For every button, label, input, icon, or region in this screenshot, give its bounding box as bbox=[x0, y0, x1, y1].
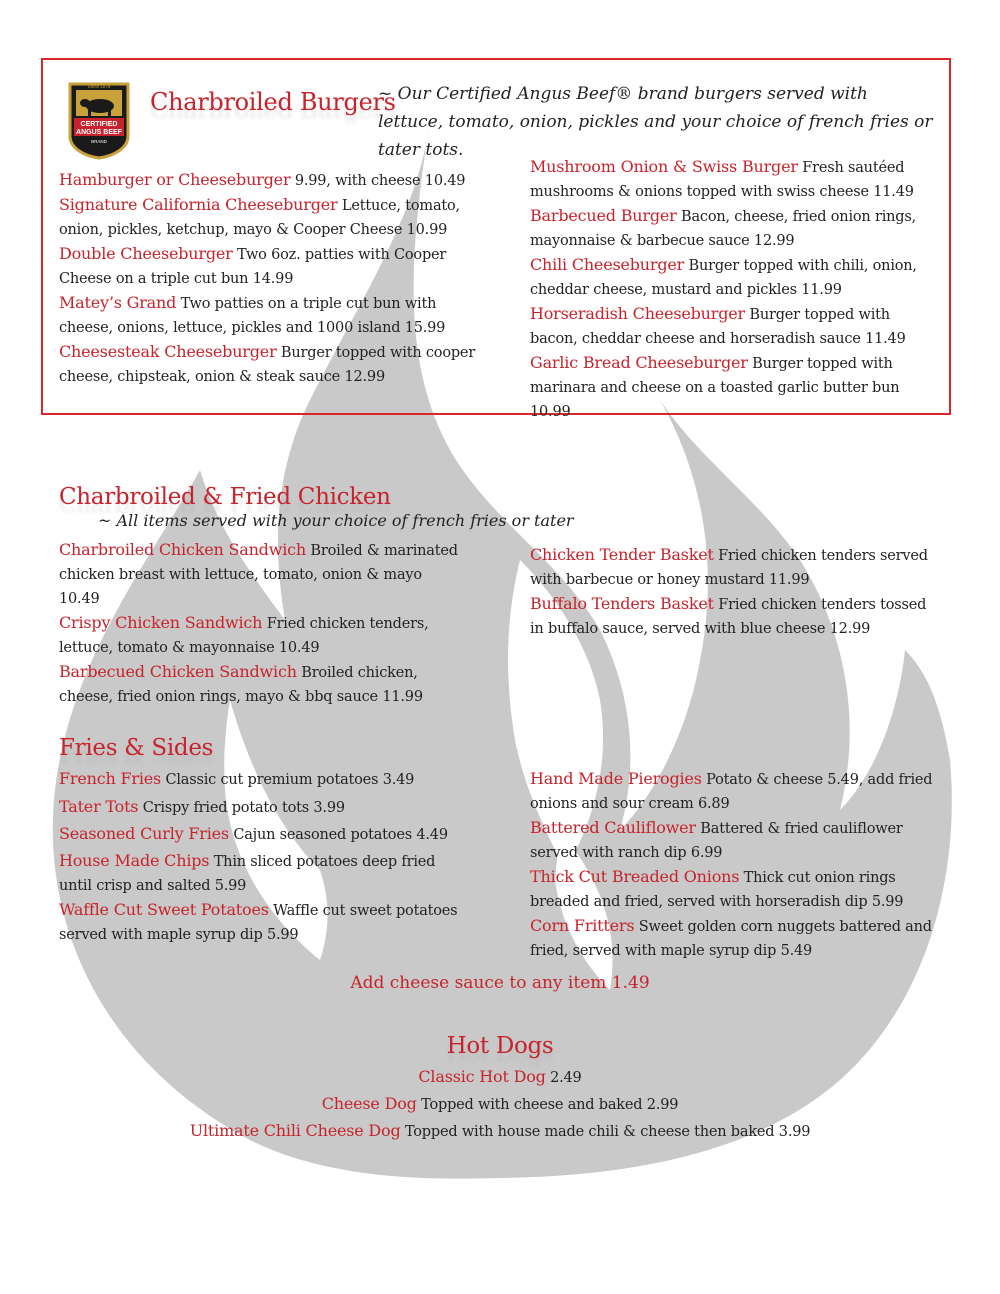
item-description: Bacon, cheese, fried onion rings, mayonnaise & barbecue sauce 12.99 bbox=[530, 209, 917, 249]
item-description: Thick cut onion rings breaded and fried, served with horseradish dip 5.99 bbox=[530, 870, 904, 910]
item-name: Chicken Tender Basket bbox=[530, 545, 714, 564]
cheese-sauce-addon: Add cheese sauce to any item 1.49 bbox=[350, 973, 650, 993]
item-name: Mushroom Onion & Swiss Burger bbox=[530, 157, 798, 176]
item-name: Hand Made Pierogies bbox=[530, 769, 702, 788]
burgers-intro bbox=[378, 80, 938, 164]
item-description: 2.49 bbox=[545, 1070, 582, 1086]
logo-brand-text: BRAND bbox=[91, 139, 107, 144]
burgers-title: Charbroiled Burgers bbox=[150, 88, 396, 116]
menu-item bbox=[530, 865, 940, 914]
menu-item bbox=[530, 816, 940, 865]
item-name: Matey’s Grand bbox=[59, 293, 177, 312]
fries-left-column bbox=[59, 766, 459, 947]
item-description: Crispy fried potato tots 3.99 bbox=[138, 799, 345, 816]
item-description: Burger topped with chili, onion, cheddar cheese, mustard and pickles 11.99 bbox=[530, 258, 917, 298]
menu-item bbox=[0, 1064, 1000, 1091]
item-name: Cheesesteak Cheeseburger bbox=[59, 342, 277, 361]
menu-item bbox=[0, 1091, 1000, 1118]
menu-item bbox=[59, 193, 479, 242]
item-name: French Fries bbox=[59, 769, 162, 788]
item-name: Barbecued Burger bbox=[530, 206, 677, 225]
fries-right-column bbox=[530, 767, 940, 963]
fries-title: Fries & Sides bbox=[59, 735, 214, 761]
item-description: Broiled & marinated chicken breast with lettuce, tomato, onion & mayo 10.49 bbox=[59, 543, 458, 607]
item-name: Cheese Dog bbox=[321, 1094, 417, 1113]
item-description: Battered & fried cauliflower served with ranch dip 6.99 bbox=[530, 821, 903, 861]
item-description: Potato & cheese 5.49, add fried onions and sour cream 6.89 bbox=[530, 772, 933, 812]
menu-item bbox=[59, 340, 479, 389]
item-description: Fried chicken tenders, lettuce, tomato & mayonnaise 10.49 bbox=[59, 616, 429, 656]
logo-line1-text: CERTIFIED bbox=[80, 121, 118, 128]
item-name: Waffle Cut Sweet Potatoes bbox=[59, 899, 269, 919]
hotdogs-list bbox=[0, 1064, 1000, 1145]
item-name: Chili Cheeseburger bbox=[530, 255, 685, 274]
certified-angus-beef-logo bbox=[64, 80, 134, 160]
item-name: Ultimate Chili Cheese Dog bbox=[189, 1121, 401, 1140]
menu-item bbox=[59, 168, 479, 193]
item-name: Battered Cauliflower bbox=[530, 818, 696, 837]
item-name: Tater Tots bbox=[59, 796, 139, 816]
item-name: Thick Cut Breaded Onions bbox=[530, 867, 740, 886]
menu-item bbox=[59, 291, 479, 340]
menu-item bbox=[59, 821, 459, 849]
item-description: Fried chicken tenders tossed in buffalo sauce, served with blue cheese 12.99 bbox=[530, 597, 927, 637]
menu-item bbox=[530, 592, 930, 641]
menu-item bbox=[59, 849, 459, 898]
menu-item bbox=[530, 543, 930, 592]
menu-item bbox=[530, 914, 940, 963]
item-description: Two patties on a triple cut bun with cheese, onions, lettuce, pickles and 1000 island 15.99 bbox=[59, 296, 446, 336]
item-name: Signature California Cheeseburger bbox=[59, 195, 338, 214]
menu-item bbox=[59, 660, 459, 709]
item-description: Burger topped with cooper cheese, chipsteak, onion & steak sauce 12.99 bbox=[59, 345, 476, 385]
chicken-title: Charbroiled & Fried Chicken bbox=[59, 484, 391, 510]
menu-item bbox=[59, 242, 479, 291]
burgers-right-column bbox=[530, 155, 930, 424]
menu-item bbox=[530, 351, 930, 424]
item-name: Buffalo Tenders Basket bbox=[530, 594, 714, 613]
item-name: Hamburger or Cheeseburger bbox=[59, 170, 291, 189]
item-name: Corn Fritters bbox=[530, 916, 635, 935]
item-name: Classic Hot Dog bbox=[418, 1067, 546, 1086]
burgers-intro-prefix: ~ Our bbox=[378, 84, 437, 104]
item-name: Barbecued Chicken Sandwich bbox=[59, 662, 297, 681]
menu-item bbox=[530, 253, 930, 302]
logo-line2-text: ANGUS BEEF bbox=[76, 129, 122, 136]
chicken-left-column bbox=[59, 538, 459, 709]
menu-item bbox=[530, 204, 930, 253]
item-description: Burger topped with marinara and cheese on a toasted garlic butter bun 10.99 bbox=[530, 356, 900, 420]
item-description: Broiled chicken, cheese, fried onion rings, mayo & bbq sauce 11.99 bbox=[59, 665, 423, 705]
chicken-right-column bbox=[530, 543, 930, 641]
item-description: Topped with house made chili & cheese then baked 3.99 bbox=[400, 1124, 811, 1140]
menu-item bbox=[59, 766, 459, 794]
item-description: Burger topped with bacon, cheddar cheese and horseradish sauce 11.49 bbox=[530, 307, 906, 347]
item-description: Thin sliced potatoes deep fried until crisp and salted 5.99 bbox=[59, 853, 436, 894]
item-description: Cajun seasoned potatoes 4.49 bbox=[228, 827, 448, 843]
item-name: Crispy Chicken Sandwich bbox=[59, 613, 263, 632]
item-description: Topped with cheese and baked 2.99 bbox=[416, 1097, 679, 1113]
item-description: 9.99, with cheese 10.49 bbox=[290, 173, 466, 189]
item-description: Fried chicken tenders served with barbecue or honey mustard 11.99 bbox=[530, 548, 928, 588]
menu-item bbox=[59, 538, 459, 611]
menu-item bbox=[0, 1118, 1000, 1145]
menu-item bbox=[530, 302, 930, 351]
menu-item bbox=[530, 767, 940, 816]
item-name: Garlic Bread Cheeseburger bbox=[530, 353, 748, 372]
item-description: Classic cut premium potatoes 3.49 bbox=[161, 772, 415, 788]
menu-item bbox=[59, 794, 459, 822]
logo-since-text: Since 1978 bbox=[87, 84, 111, 89]
item-name: Double Cheeseburger bbox=[59, 244, 233, 263]
item-description: Sweet golden corn nuggets battered and fried, served with maple syrup dip 5.49 bbox=[530, 919, 932, 959]
burgers-left-column bbox=[59, 168, 479, 389]
item-description: Waffle cut sweet potatoes served with maple syrup dip 5.99 bbox=[59, 902, 458, 943]
item-description: Fresh sautéed mushrooms & onions topped with swiss cheese 11.49 bbox=[530, 160, 914, 200]
item-name: Charbroiled Chicken Sandwich bbox=[59, 540, 306, 559]
item-name: Horseradish Cheeseburger bbox=[530, 304, 745, 323]
burgers-intro-text: Certified Angus Beef® brand burgers served with lettuce, tomato, onion, pickles and your choice of french fries or tater tots. bbox=[378, 84, 933, 160]
item-name: House Made Chips bbox=[59, 850, 210, 870]
item-name: Seasoned Curly Fries bbox=[59, 824, 229, 843]
menu-item bbox=[59, 898, 459, 947]
chicken-note: ~ All items served with your choice of french fries or tater bbox=[98, 511, 574, 530]
menu-item bbox=[59, 611, 459, 660]
hotdogs-title: Hot Dogs bbox=[446, 1033, 554, 1059]
item-description: Two 6oz. patties with Cooper Cheese on a triple cut bun 14.99 bbox=[59, 247, 447, 287]
item-description: Lettuce, tomato, onion, pickles, ketchup, mayo & Cooper Cheese 10.99 bbox=[59, 198, 460, 238]
